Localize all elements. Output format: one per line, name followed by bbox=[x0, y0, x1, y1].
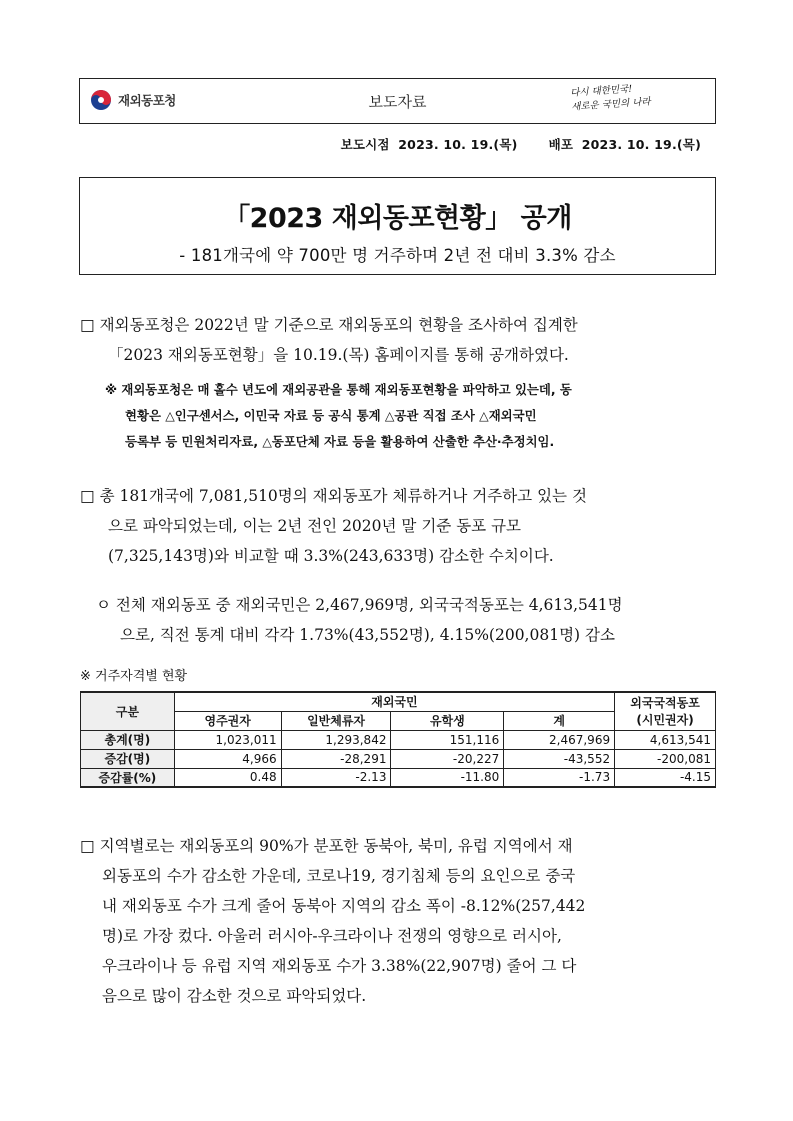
title-box bbox=[79, 177, 716, 275]
table-caption: ※ 거주자격별 현황 bbox=[80, 669, 188, 684]
slogan bbox=[570, 79, 684, 123]
p4-line-4: 명)로 가장 컸다. 아울러 러시아-우크라이나 전쟁의 영향으로 러시아, bbox=[102, 927, 562, 945]
table-cell: -28,291 bbox=[281, 749, 391, 768]
header-foreign-line-2: (시민권자) bbox=[636, 713, 694, 728]
note-line-2: 현황은 △인구센서스, 이민국 자료 등 공식 통계 △공관 직접 조사 △재외국민 bbox=[125, 408, 537, 423]
document-header bbox=[79, 78, 716, 124]
table-cell: 4,613,541 bbox=[615, 730, 716, 749]
row-label: 총계(명) bbox=[81, 730, 175, 749]
main-title: 「2023 재외동포현황」 공개 bbox=[223, 203, 572, 234]
sub-title: - 181개국에 약 700만 명 거주하며 2년 전 대비 3.3% 감소 bbox=[179, 246, 616, 265]
paragraph-1 bbox=[80, 310, 720, 370]
release-dist-label: 배포 bbox=[548, 137, 574, 152]
table-cell: 2,467,969 bbox=[504, 730, 615, 749]
slogan-line-1: 다시 대한민국! bbox=[569, 83, 633, 99]
table-row bbox=[81, 730, 716, 749]
table-cell: -200,081 bbox=[615, 749, 716, 768]
header-category: 구분 bbox=[81, 692, 175, 730]
header-col: 계 bbox=[504, 711, 615, 730]
table-row bbox=[81, 768, 716, 787]
header-foreign bbox=[615, 692, 716, 730]
note-line-1: ※ 재외동포청은 매 홀수 년도에 재외공관을 통해 재외동포현황을 파악하고 있는데, 동 bbox=[105, 382, 572, 397]
table-cell: -43,552 bbox=[504, 749, 615, 768]
row-label: 증감률(%) bbox=[81, 768, 175, 787]
p4-line-3: 내 재외동포 수가 크게 줄어 동북아 지역의 감소 폭이 -8.12%(257,442 bbox=[102, 897, 586, 915]
release-dist-value: 2023. 10. 19.(목) bbox=[581, 137, 701, 152]
p4-line-2: 외동포의 수가 감소한 가운데, 코로나19, 경기침체 등의 요인으로 중국 bbox=[102, 867, 576, 885]
slogan-line-2: 새로운 국민의 나라 bbox=[570, 96, 651, 113]
doc-type: 보도자료 bbox=[368, 93, 427, 111]
note bbox=[105, 377, 717, 455]
release-info bbox=[337, 135, 701, 153]
row-label: 증감(명) bbox=[81, 749, 175, 768]
header-col: 일반체류자 bbox=[281, 711, 391, 730]
table-cell: -4.15 bbox=[615, 768, 716, 787]
org-name: 재외동포청 bbox=[118, 93, 176, 108]
header-col: 영주권자 bbox=[174, 711, 281, 730]
paragraph-3 bbox=[96, 590, 720, 650]
p4-line-1: □ 지역별로는 재외동포의 90%가 분포한 동북아, 북미, 유럽 지역에서 재 bbox=[80, 837, 573, 855]
header-col: 유학생 bbox=[391, 711, 504, 730]
table-cell: -11.80 bbox=[391, 768, 504, 787]
table-cell: 1,023,011 bbox=[174, 730, 281, 749]
table-cell: 151,116 bbox=[391, 730, 504, 749]
table-cell: -1.73 bbox=[504, 768, 615, 787]
table-cell: 0.48 bbox=[174, 768, 281, 787]
table-cell: 4,966 bbox=[174, 749, 281, 768]
p3-line-2: 으로, 직전 통계 대비 각각 1.73%(43,552명), 4.15%(200,081명) 감소 bbox=[120, 626, 615, 644]
header-nationals: 재외국민 bbox=[174, 692, 614, 711]
p2-line-3: (7,325,143명)와 비교할 때 3.3%(243,633명) 감소한 수치이다. bbox=[108, 547, 554, 565]
table-cell: -20,227 bbox=[391, 749, 504, 768]
release-time-value: 2023. 10. 19.(목) bbox=[398, 137, 518, 152]
table-row bbox=[81, 749, 716, 768]
table-cell: 1,293,842 bbox=[281, 730, 391, 749]
p2-line-2: 으로 파악되었는데, 이는 2년 전인 2020년 말 기준 동포 규모 bbox=[108, 517, 522, 535]
residency-status-table bbox=[80, 691, 716, 788]
header-foreign-line-1: 외국국적동포 bbox=[630, 696, 700, 711]
p3-line-1: ㅇ 전체 재외동포 중 재외국민은 2,467,969명, 외국국적동포는 4,613,541명 bbox=[96, 596, 623, 614]
release-time-label: 보도시점 bbox=[340, 137, 390, 152]
paragraph-2 bbox=[80, 481, 720, 571]
table-cell: -2.13 bbox=[281, 768, 391, 787]
paragraph-4 bbox=[80, 831, 720, 1011]
p4-line-6: 음으로 많이 감소한 것으로 파악되었다. bbox=[102, 987, 367, 1005]
p4-line-5: 우크라이나 등 유럽 지역 재외동포 수가 3.38%(22,907명) 줄어 그 다 bbox=[102, 957, 577, 975]
p1-line-2: 「2023 재외동포현황」을 10.19.(목) 홈페이지를 통해 공개하였다. bbox=[108, 346, 569, 364]
note-line-3: 등록부 등 민원처리자료, △동포단체 자료 등을 활용하여 산출한 추산·추정치임. bbox=[125, 434, 555, 449]
p1-line-1: □ 재외동포청은 2022년 말 기준으로 재외동포의 현황을 조사하여 집계한 bbox=[80, 316, 578, 334]
p2-line-1: □ 총 181개국에 7,081,510명의 재외동포가 체류하거나 거주하고 있는 것 bbox=[80, 487, 587, 505]
